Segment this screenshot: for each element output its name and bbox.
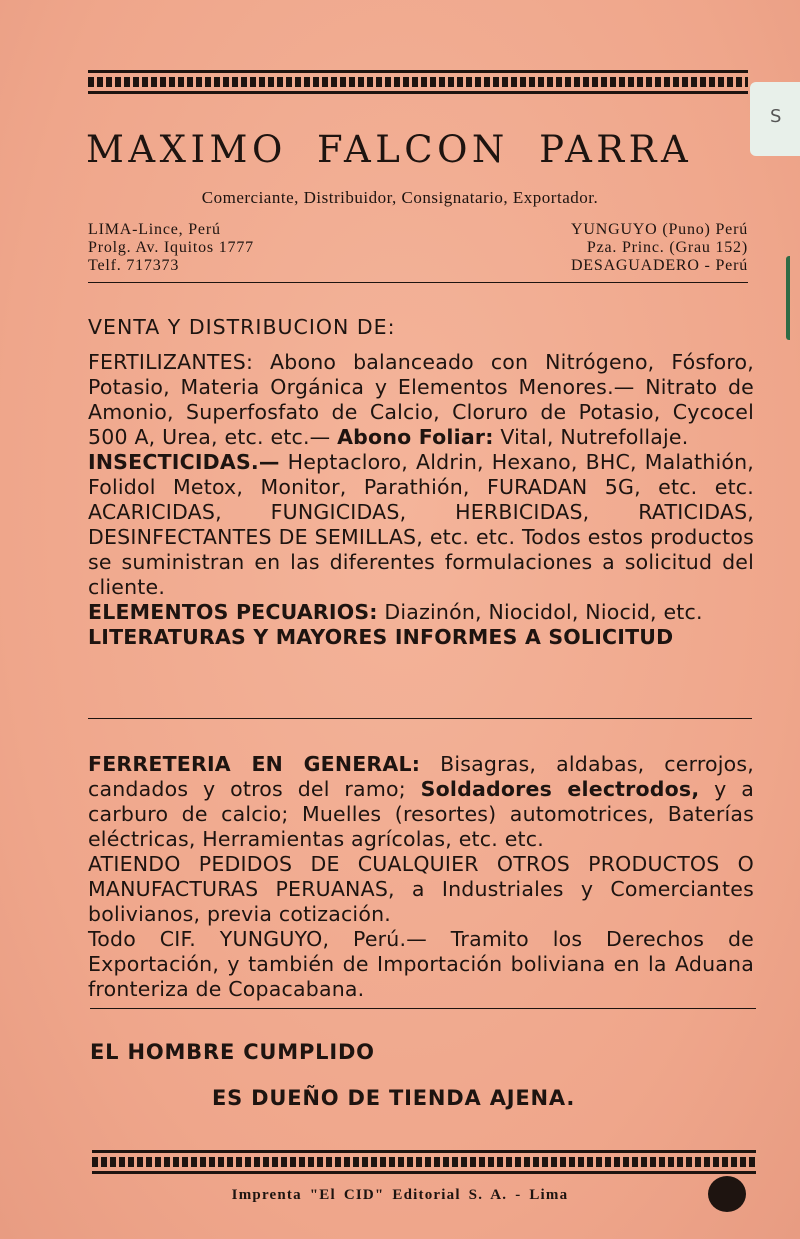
fertilizers-text: Abono balanceado con Nitrógeno, Fósforo, Potasio, Materia Orgánica y Elementos Menores.— Nitrato de Amonio, Superfosfato de Calcio, Cloruro de Potasio, Cycocel 500 A, Urea, etc. etc.—	[88, 350, 754, 449]
address-line: LIMA-Lince, Perú	[88, 221, 221, 238]
bottom-ornamental-border	[92, 1150, 756, 1174]
motto-line-1: EL HOMBRE CUMPLIDO	[90, 1040, 375, 1064]
address-line: YUNGUYO (Puno) Perú	[571, 221, 748, 238]
hardware-paragraph	[88, 752, 754, 852]
section-divider	[88, 718, 752, 719]
section-divider	[90, 1008, 756, 1009]
top-ornamental-border	[88, 70, 748, 94]
address-lima	[88, 221, 254, 275]
hardware-text-cont: y a carburo de calcio; Muelles (resortes) automotrices, Baterías eléctricas, Herramientas agrícolas, etc. etc.	[88, 777, 754, 851]
printer-credit: Imprenta "El CID" Editorial S. A. - Lima	[231, 1187, 569, 1203]
address-line: Prolg. Av. Iquitos 1777	[88, 239, 254, 256]
insecticides-text: Heptacloro, Aldrin, Hexano, BHC, Malathión, Folidol Metox, Monitor, Parathión, FURADAN 5G, etc. etc. ACARICIDAS, FUNGICIDAS, HERBICIDAS, RATICIDAS, DESINFECTANTES DE SEMILLAS, etc. etc. Todos estos productos se suministran en las diferentes formulaciones a solicitud del cliente.	[88, 450, 754, 599]
foliar-label: Abono Foliar:	[337, 425, 494, 449]
fertilizers-paragraph	[88, 350, 754, 450]
motto-line-2: ES DUEÑO DE TIENDA AJENA.	[212, 1086, 576, 1110]
sticky-tab	[750, 82, 800, 156]
livestock-paragraph	[88, 600, 754, 625]
literature-line	[88, 625, 754, 650]
insecticides-label: INSECTICIDAS.—	[88, 450, 280, 474]
foliar-text: Vital, Nutrefollaje.	[493, 425, 689, 449]
address-line: Pza. Princ. (Grau 152)	[586, 239, 748, 256]
address-line: Telf. 717373	[88, 257, 180, 274]
sales-heading: VENTA Y DISTRIBUCION DE:	[88, 315, 396, 339]
address-yunguyo	[571, 221, 748, 275]
sticky-tab-note: S	[770, 106, 782, 127]
hardware-label: FERRETERIA EN GENERAL:	[88, 752, 421, 776]
livestock-label: ELEMENTOS PECUARIOS:	[88, 600, 378, 624]
orders-paragraph: ATIENDO PEDIDOS DE CUALQUIER OTROS PRODUCTOS O MANUFACTURAS PERUANAS, a Industriales y Comerciantes bolivianos, previa cotización.	[88, 852, 754, 926]
business-name: MAXIMO FALCON PARRA	[86, 128, 693, 171]
hardware-block	[88, 752, 754, 1002]
business-tagline: Comerciante, Distribuidor, Consignatario, Exportador.	[201, 188, 599, 207]
solder-label: Soldadores electrodos,	[420, 777, 700, 801]
insecticides-paragraph	[88, 450, 754, 600]
products-block	[88, 350, 754, 650]
literature-text: LITERATURAS Y MAYORES INFORMES A SOLICITUD	[88, 625, 674, 649]
livestock-text: Diazinón, Niocidol, Niocid, etc.	[377, 600, 703, 624]
address-line: DESAGUADERO - Perú	[570, 257, 748, 274]
hardware-text: Bisagras, aldabas, cerrojos, candados y otros del ramo;	[88, 752, 754, 801]
address-divider	[88, 282, 748, 283]
binding-edge	[786, 256, 798, 340]
fertilizers-label: FERTILIZANTES:	[88, 350, 254, 374]
punch-hole	[708, 1176, 746, 1212]
cif-paragraph: Todo CIF. YUNGUYO, Perú.— Tramito los Derechos de Exportación, y también de Importación boliviana en la Aduana fronteriza de Copacabana.	[88, 927, 754, 1001]
